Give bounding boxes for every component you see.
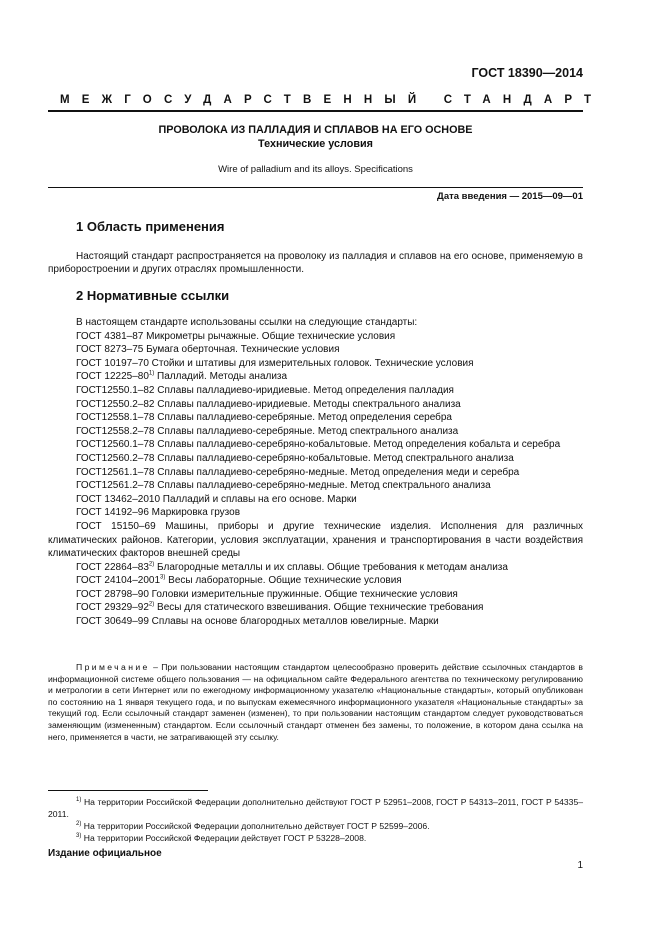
reference-item bbox=[48, 574, 583, 588]
footnote-mark: 3) bbox=[160, 574, 166, 581]
reference-title: Маркировка грузов bbox=[148, 507, 241, 519]
reference-title: Сплавы палладиево-серебряно-медные. Метод спектрального анализа bbox=[154, 480, 491, 492]
reference-code: ГОСТ 14192–96 bbox=[76, 507, 149, 519]
reference-title: Весы для статического взвешивания. Общие технические требования bbox=[154, 602, 484, 614]
reference-title: Сплавы палладиево-серебряно-медные. Метод определения меди и серебра bbox=[154, 466, 520, 478]
reference-title: Сплавы палладиево-иридиевые. Методы спектрального анализа bbox=[154, 398, 461, 410]
reference-code: ГОСТ 15150–69 bbox=[76, 520, 156, 532]
page-number: 1 bbox=[577, 860, 583, 871]
reference-code: ГОСТ 8273–75 bbox=[76, 344, 144, 356]
reference-title: Сплавы палладиево-иридиевые. Метод определения палладия bbox=[154, 384, 454, 396]
reference-code: ГОСТ12558.1–78 bbox=[76, 412, 155, 424]
reference-code: ГОСТ 24104–2001 bbox=[76, 575, 161, 587]
reference-code: ГОСТ 30649–99 bbox=[76, 616, 149, 628]
reference-code: ГОСТ12560.1–78 bbox=[76, 439, 155, 451]
reference-code: ГОСТ12561.2–78 bbox=[76, 480, 155, 492]
reference-item bbox=[48, 452, 583, 466]
reference-item bbox=[48, 479, 583, 493]
reference-code: ГОСТ12550.1–82 bbox=[76, 384, 155, 396]
note-label: Примечание bbox=[76, 662, 150, 672]
interstate-standard-label: МЕЖГОСУДАРСТВЕННЫЙ СТАНДАРТ bbox=[60, 94, 604, 106]
section-1-text: Настоящий стандарт распространяется на проволоку из палладия и сплавов на его основе, применяемую в приборостроении и других отраслях промышленности. bbox=[48, 251, 583, 275]
reference-code: ГОСТ12560.2–78 bbox=[76, 452, 155, 464]
normative-references-list bbox=[48, 316, 583, 629]
reference-item bbox=[48, 561, 583, 575]
reference-item bbox=[48, 493, 583, 507]
footnote-mark: 2) bbox=[148, 602, 155, 609]
section-2-heading: 2 Нормативные ссылки bbox=[76, 288, 230, 303]
reference-title: Микрометры рычажные. Общие технические условия bbox=[143, 330, 396, 342]
reference-item bbox=[48, 506, 583, 520]
note bbox=[48, 662, 583, 743]
reference-title: Сплавы палладиево-серебряные. Метод определения серебра bbox=[154, 412, 452, 424]
reference-code: ГОСТ 28798–90 bbox=[76, 588, 149, 600]
reference-item bbox=[48, 425, 583, 439]
reference-item bbox=[48, 438, 583, 452]
reference-item bbox=[48, 615, 583, 629]
reference-title: Палладий. Методы анализа bbox=[154, 371, 288, 383]
reference-title: Благородные металлы и их сплавы. Общие требования к методам анализа bbox=[154, 561, 508, 573]
reference-item bbox=[48, 588, 583, 602]
reference-title: Головки измерительные пружинные. Общие технические условия bbox=[148, 588, 458, 600]
reference-item bbox=[48, 357, 583, 371]
official-edition-label: Издание официальное bbox=[48, 848, 162, 859]
introduction-date: Дата введения — 2015—09—01 bbox=[437, 191, 583, 202]
document-title: ПРОВОЛОКА ИЗ ПАЛЛАДИЯ И СПЛАВОВ НА ЕГО ОСНОВЕ bbox=[158, 124, 473, 136]
reference-code: ГОСТ12561.1–78 bbox=[76, 466, 155, 478]
english-title: Wire of palladium and its alloys. Specifications bbox=[218, 164, 413, 175]
reference-item bbox=[48, 398, 583, 412]
reference-code: ГОСТ 10197–70 bbox=[76, 357, 149, 369]
reference-item bbox=[48, 330, 583, 344]
reference-title: Палладий и сплавы на его основе. Марки bbox=[160, 493, 357, 505]
footnote-1: $^{1)}$ На территории Российской Федерации дополнительно действуют ГОСТ Р 52951–2008, ГОСТ Р 54313–2011, ГОСТ Р 54335–2011. bbox=[48, 797, 583, 819]
reference-code: ГОСТ12550.2–82 bbox=[76, 398, 155, 410]
section-1-heading: 1 Область применения bbox=[76, 219, 225, 234]
reference-title: Сплавы на основе благородных металлов ювелирные. Марки bbox=[148, 616, 439, 628]
document-subtitle: Технические условия bbox=[258, 138, 373, 150]
reference-title: Бумага оберточная. Технические условия bbox=[143, 344, 340, 356]
title-divider bbox=[48, 187, 583, 188]
reference-item bbox=[48, 411, 583, 425]
reference-item bbox=[48, 384, 583, 398]
reference-title: Машины, приборы и другие технические изделия. Исполнения для различных климатических районов. Категории, условия эксплуатации, хранения и транспортирования в части воздействия климатических факторов внешней среды bbox=[48, 520, 584, 560]
reference-title: Сплавы палладиево-серебряные. Метод спектрального анализа bbox=[154, 425, 459, 437]
note-text: – При пользовании настоящим стандартом целесообразно проверить действие ссылочных стандартов в информационной системе общего пользования — на официальном сайте Федерального агентства по техническому регулированию и метрологии в сети Интернет или по ежегодному информационному указателю «Национальные стандарты», который опубликован по состоянию на 1 января текущего года, и по выпускам ежемесячного информационного указателя «Национальные стандарты» за текущий год. Если ссылочный стандарт заменен (изменен), то при пользовании настоящим стандартом следует руководствоваться заменяющим (измененным) стандартом. Если ссылочный стандарт отменен без замены, то положение, в котором дана ссылка на него, применяется в части, не затрагивающей эту ссылку. bbox=[48, 662, 583, 742]
reference-code: ГОСТ 29329–92 bbox=[76, 602, 149, 614]
footnote-mark: 2) bbox=[148, 561, 155, 568]
reference-item bbox=[48, 466, 583, 480]
reference-title: Стойки и штативы для измерительных головок. Технические условия bbox=[148, 357, 474, 369]
reference-title: Весы лабораторные. Общие технические условия bbox=[165, 575, 402, 587]
header-divider bbox=[48, 110, 583, 112]
reference-code: ГОСТ 22864–83 bbox=[76, 561, 149, 573]
references-intro: В настоящем стандарте использованы ссылки на следующие стандарты: bbox=[76, 317, 418, 328]
footnote-mark: 1) bbox=[148, 371, 155, 378]
reference-title: Сплавы палладиево-серебряно-кобальтовые. Метод определения кобальта и серебра bbox=[154, 439, 561, 451]
reference-code: ГОСТ 4381–87 bbox=[76, 330, 144, 342]
footnote-divider bbox=[48, 790, 208, 791]
footnote-3: $^{3)}$ На территории Российской Федерации действует ГОСТ Р 53228–2008. bbox=[76, 833, 367, 843]
document-code: ГОСТ 18390—2014 bbox=[471, 66, 583, 80]
reference-item bbox=[48, 343, 583, 357]
reference-title: Сплавы палладиево-серебряно-кобальтовые. Метод спектрального анализа bbox=[154, 452, 514, 464]
reference-code: ГОСТ12558.2–78 bbox=[76, 425, 155, 437]
footnote-2: $^{2)}$ На территории Российской Федерации дополнительно действует ГОСТ Р 52599–2006. bbox=[76, 821, 430, 831]
reference-code: ГОСТ 12225–80 bbox=[76, 371, 149, 383]
reference-item bbox=[48, 520, 583, 561]
reference-item bbox=[48, 601, 583, 615]
reference-code: ГОСТ 13462–2010 bbox=[76, 493, 161, 505]
reference-item bbox=[48, 370, 583, 384]
